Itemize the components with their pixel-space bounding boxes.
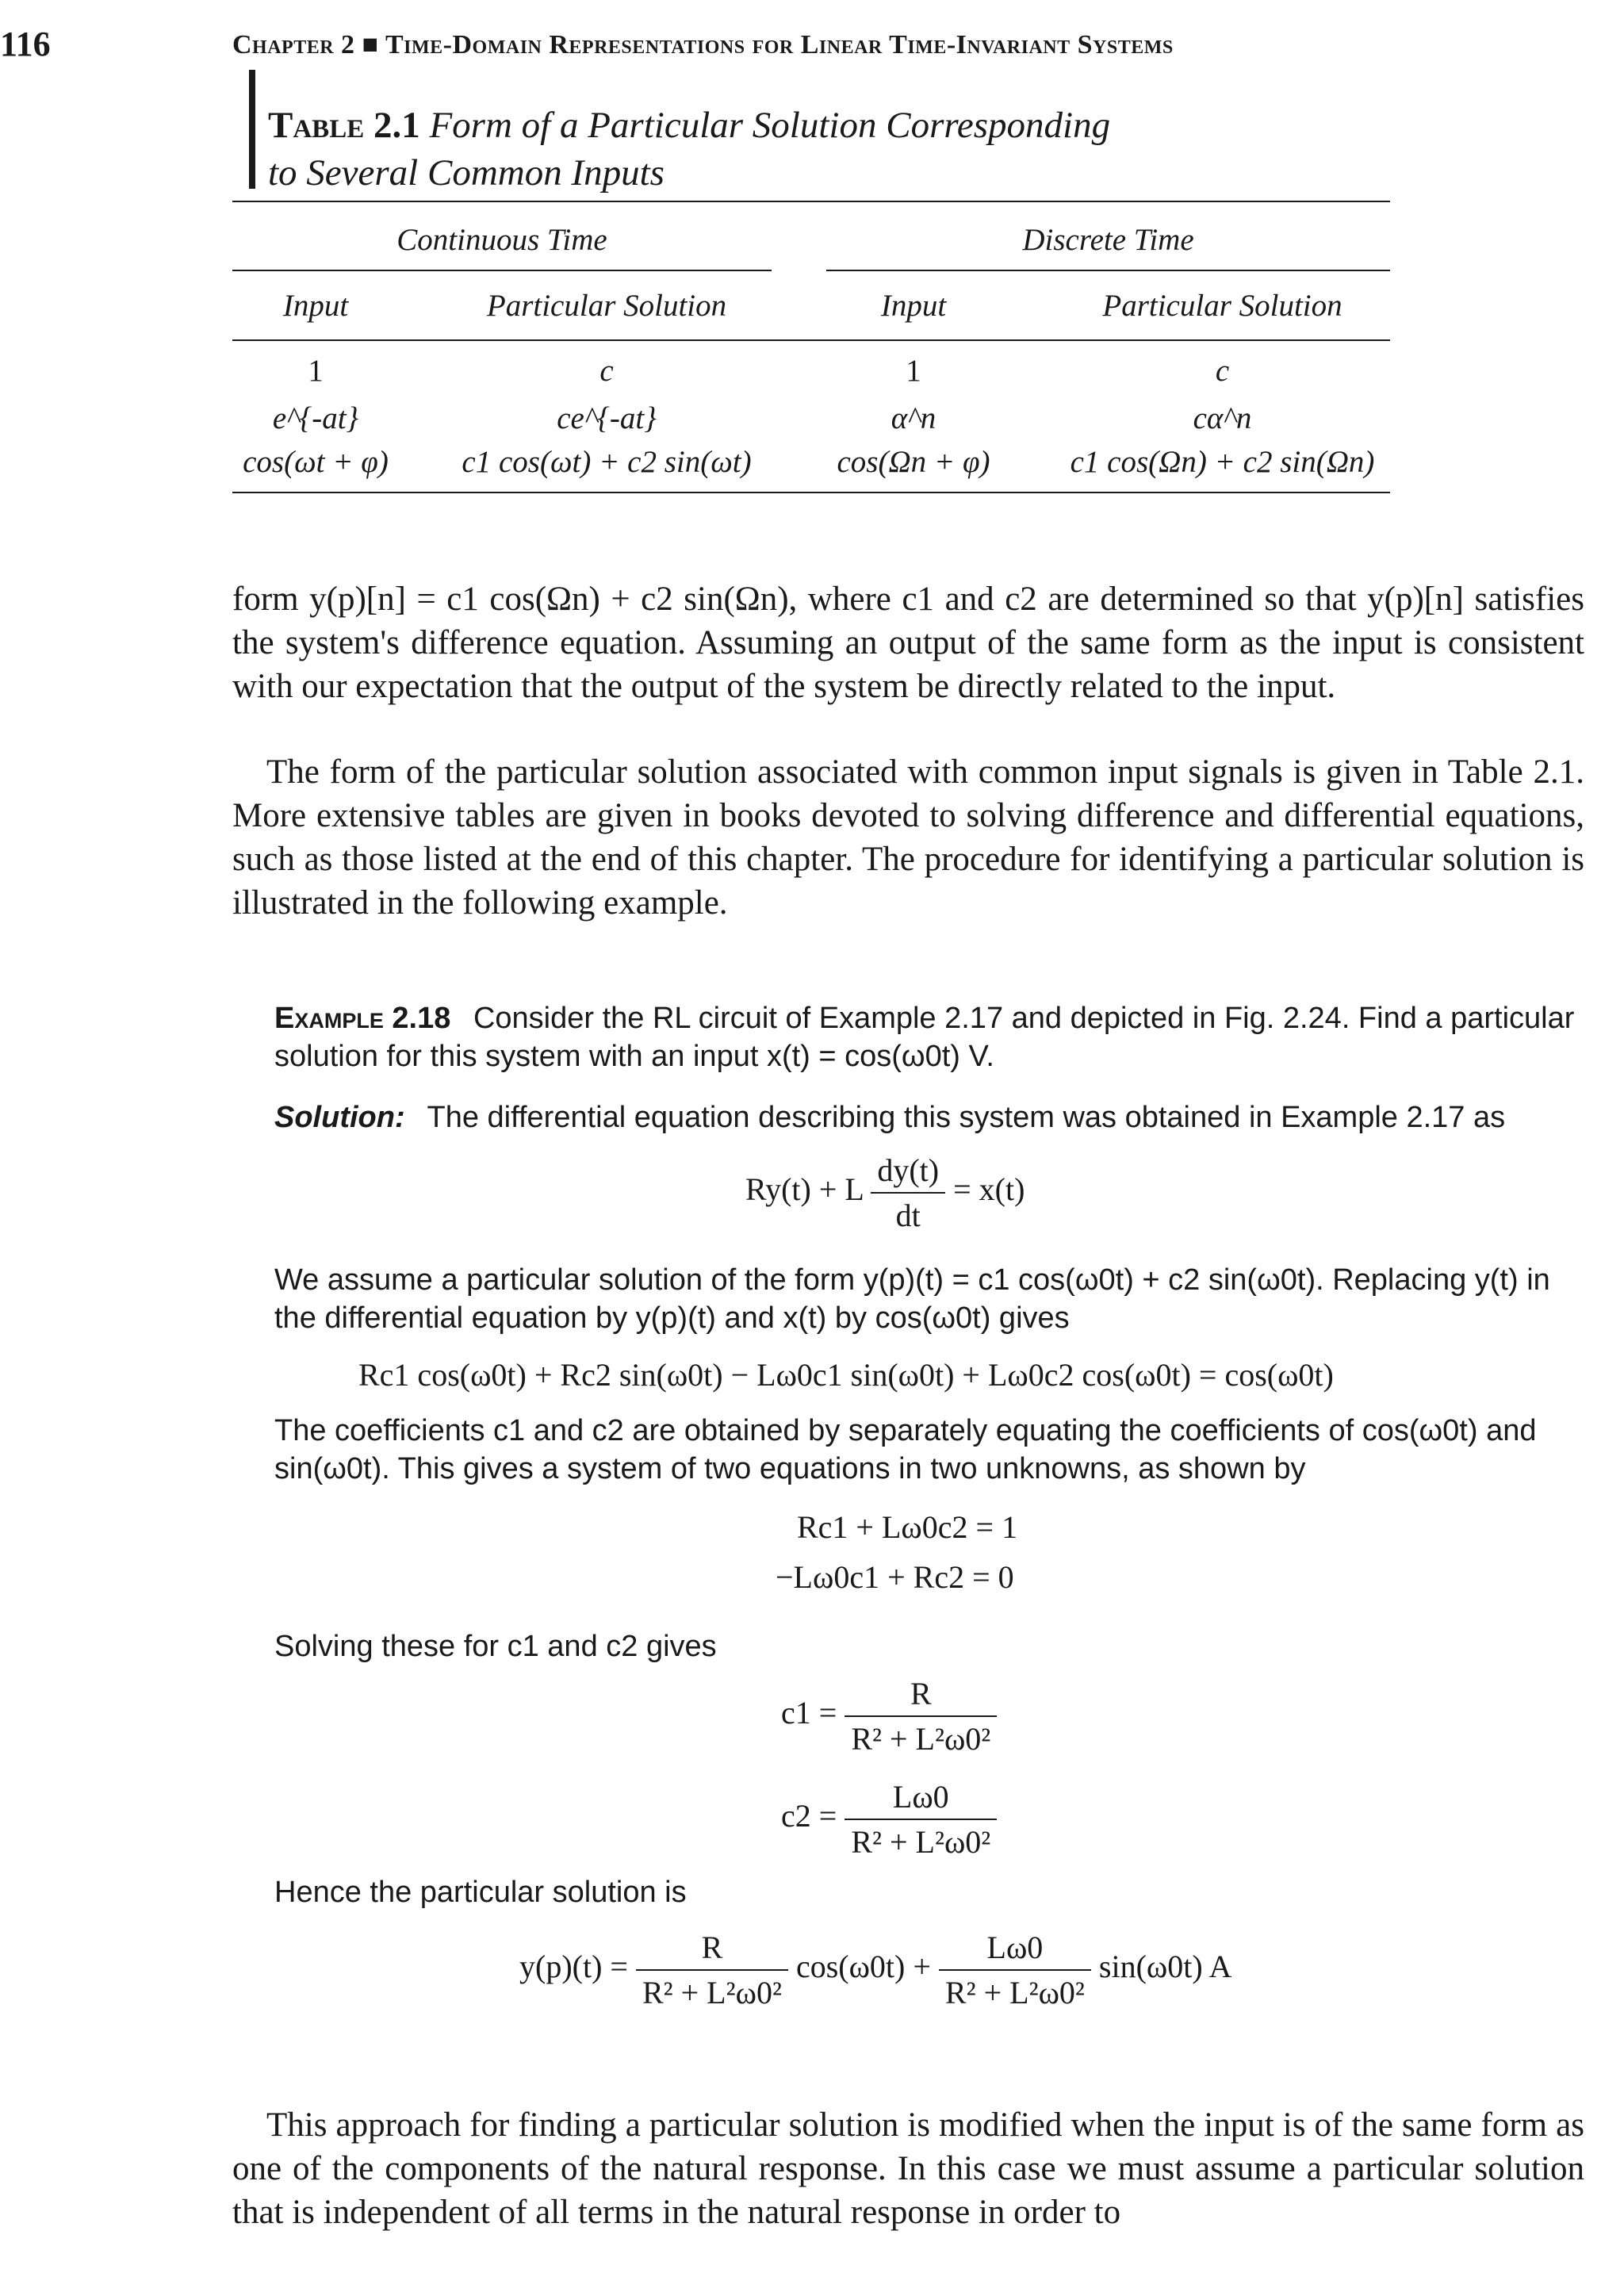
equation-system-2: −Lω0c1 + Rc2 = 0: [776, 1559, 1014, 1595]
equation-differential: [745, 1152, 1025, 1234]
c2-numerator: Lω0: [892, 1779, 949, 1815]
paragraph-1: form y(p)[n] = c1 cos(Ωn) + c2 sin(Ωn), where c1 and c2 are determined so that y(p)[n] satisfies the system's difference equation. Assuming an output of the same form as the input is consistent with our expectation that the output of the system be directly related to the input.: [232, 581, 1584, 705]
page-number: 116: [0, 25, 51, 63]
solution-label: Solution:: [274, 1101, 405, 1134]
table-number: Table 2.1: [268, 105, 420, 146]
final-numerator-1: R: [701, 1930, 723, 1965]
table-title-bar: [249, 70, 255, 189]
dt-solution-cell: c: [1215, 354, 1230, 388]
c2-fraction: [845, 1778, 997, 1861]
table-title-line1: Form of a Particular Solution Corresponding: [429, 105, 1111, 146]
eq-de-numerator: dy(t): [877, 1152, 940, 1188]
ct-input-cell: cos(ωt + φ): [243, 445, 389, 479]
solution-intro-text: The differential equation describing this system was obtained in Example 2.17 as: [427, 1101, 1506, 1134]
equation-substituted: Rc1 cos(ω0t) + Rc2 sin(ω0t) − Lω0c1 sin(ω0t) + Lω0c2 cos(ω0t) = cos(ω0t): [358, 1357, 1334, 1393]
paragraph-2: The form of the particular solution associated with common input signals is given in Table 2.1. More extensive tables are given in books devoted to solving difference and differential equations, such as those listed at the end of this chapter. The procedure for identifying a particular solution is illustrated in the following example.: [232, 753, 1584, 922]
equation-c1: [781, 1675, 997, 1757]
solution-intro: [274, 1098, 1584, 1136]
col-header-dt-solution: Particular Solution: [1102, 289, 1342, 323]
ct-solution-cell: c1 cos(ωt) + c2 sin(ωt): [462, 445, 752, 479]
c1-fraction: [845, 1675, 997, 1757]
c1-numerator: R: [910, 1676, 932, 1711]
c1-lhs: c1 =: [781, 1695, 837, 1731]
c2-denominator: R² + L²ω0²: [845, 1819, 997, 1861]
ct-solution-cell: c: [599, 354, 614, 388]
final-fraction-1: [636, 1929, 788, 2011]
dt-solution-cell: c1 cos(Ωn) + c2 sin(Ωn): [1070, 445, 1375, 479]
group-rule-discrete: [826, 270, 1390, 271]
equation-system-1: Rc1 + Lω0c2 = 1: [797, 1509, 1018, 1545]
group-rule-continuous: [232, 270, 772, 271]
col-header-dt-input: Input: [880, 289, 947, 323]
table-header-rule: [232, 339, 1390, 341]
coefficients-text: The coefficients c1 and c2 are obtained by separately equating the coefficients of cos(ω0t) and sin(ω0t). This gives a system of two equations in two unknowns, as shown by: [274, 1414, 1537, 1485]
table-top-rule: [232, 201, 1390, 202]
paragraph-last: This approach for finding a particular solution is modified when the input is of the same form as one of the components of the natural response. In this case we must assume a particular solution that is independent of all terms in the natural response in order to: [232, 2106, 1584, 2231]
hence-text: Hence the particular solution is: [274, 1876, 687, 1909]
table-bottom-rule: [232, 492, 1390, 493]
final-mid: cos(ω0t) +: [795, 1949, 931, 1985]
dt-input-cell: cos(Ωn + φ): [837, 445, 990, 479]
final-tail: sin(ω0t) A: [1098, 1949, 1232, 1985]
eq-de-denominator: dt: [871, 1192, 945, 1234]
col-header-ct-solution: Particular Solution: [486, 289, 727, 323]
dt-input-cell: 1: [906, 354, 921, 388]
group-header-discrete: Discrete Time: [1022, 223, 1194, 257]
eq-de-fraction: [871, 1152, 945, 1234]
eq-de-right: = x(t): [953, 1171, 1025, 1208]
solving-text: Solving these for c1 and c2 gives: [274, 1630, 717, 1663]
example-text: Consider the RL circuit of Example 2.17 and depicted in Fig. 2.24. Find a particular solution for this system with an input x(t) = cos(ω0t) V.: [274, 1002, 1575, 1073]
final-lhs: y(p)(t) =: [519, 1949, 628, 1985]
dt-solution-cell: cα^n: [1193, 401, 1252, 435]
final-numerator-2: Lω0: [986, 1930, 1044, 1965]
running-head: Chapter 2 ■ Time-Domain Representations for Linear Time-Invariant Systems: [232, 30, 1174, 59]
final-denominator-1: R² + L²ω0²: [636, 1969, 788, 2011]
equation-final: [519, 1929, 1231, 2011]
final-fraction-2: [939, 1929, 1091, 2011]
final-denominator-2: R² + L²ω0²: [939, 1969, 1091, 2011]
dt-input-cell: α^n: [891, 401, 936, 435]
example-statement: [274, 999, 1584, 1075]
ct-input-cell: e^{-at}: [272, 401, 359, 435]
assume-text: We assume a particular solution of the form y(p)(t) = c1 cos(ω0t) + c2 sin(ω0t). Replacing y(t) in the differential equation by y(p)(t) and x(t) by cos(ω0t) gives: [274, 1263, 1550, 1335]
equation-c2: [781, 1778, 997, 1861]
group-header-continuous: Continuous Time: [396, 223, 607, 257]
example-label: Example 2.18: [274, 1002, 451, 1035]
col-header-ct-input: Input: [282, 289, 349, 323]
eq-de-left: Ry(t) + L: [745, 1171, 864, 1208]
table-title: [268, 102, 1110, 197]
c2-lhs: c2 =: [781, 1798, 837, 1834]
ct-solution-cell: ce^{-at}: [557, 401, 657, 435]
ct-input-cell: 1: [308, 354, 324, 388]
table-title-line2: to Several Common Inputs: [268, 152, 665, 194]
c1-denominator: R² + L²ω0²: [845, 1715, 997, 1757]
